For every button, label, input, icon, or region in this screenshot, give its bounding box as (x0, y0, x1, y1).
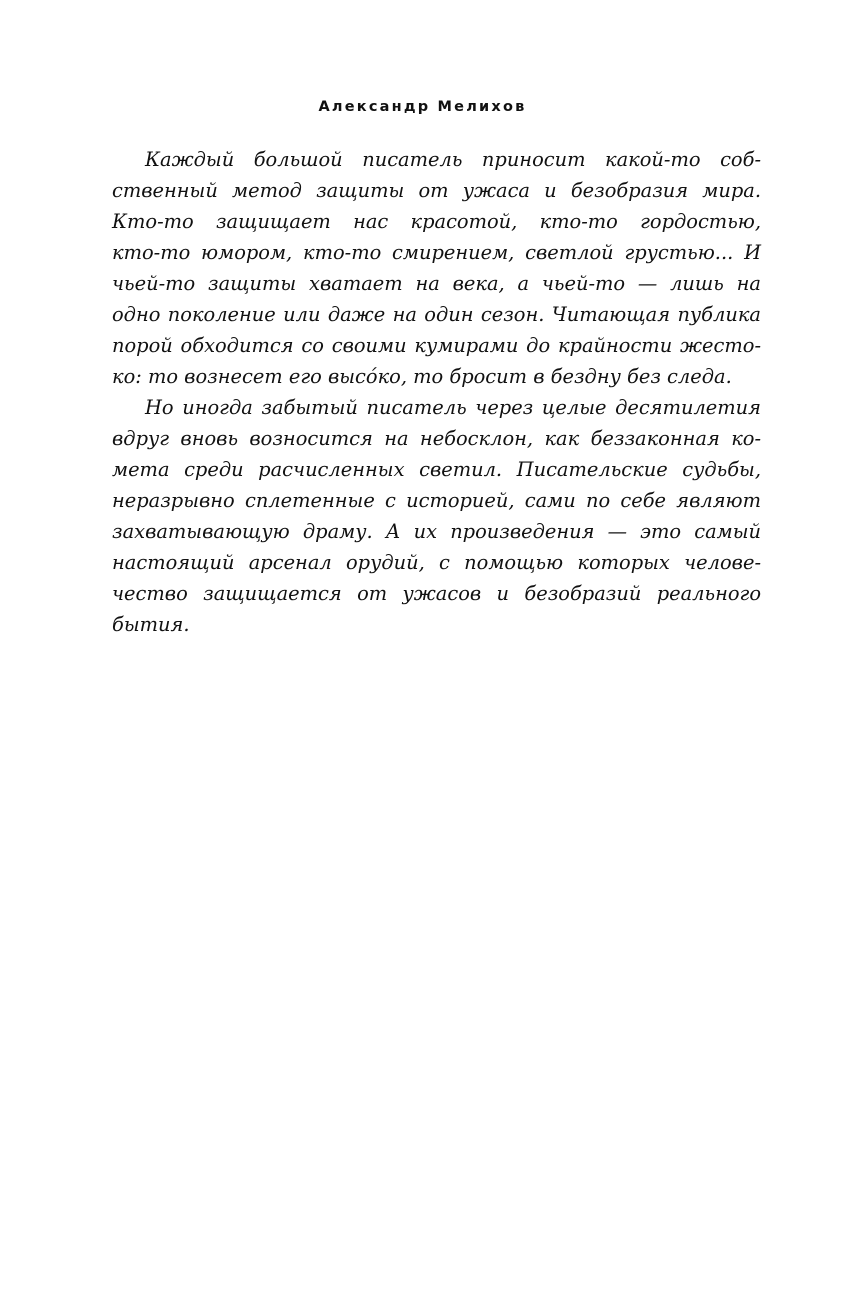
text-line: неразрывно сплетенные с историей, сами по себе являют (112, 489, 761, 512)
text-line: Но иногда забытый писатель через целые десятилетия (145, 396, 761, 419)
text-line: порой обходится со своими кумирами до крайности жесто- (112, 334, 761, 357)
text-line: одно поколение или даже на один сезон. Читающая публика (112, 303, 761, 326)
running-head-author: Александр Мелихов (318, 99, 527, 115)
text-line: бытия. (112, 613, 190, 636)
text-line: мета среди расчисленных светил. Писательские судьбы, (112, 458, 761, 481)
text-line: ко: то вознесет его высóко, то бросит в бездну без следа. (112, 365, 732, 388)
text-line: Кто-то защищает нас красотой, кто-то гордостью, (112, 210, 761, 233)
text-line: кто-то юмором, кто-то смирением, светлой грустью... И (112, 241, 761, 264)
text-line: чьей-то защиты хватает на века, а чьей-то — лишь на (112, 272, 761, 295)
text-line: Каждый большой писатель приносит какой-то соб- (145, 148, 761, 171)
text-line: захватывающую драму. А их произведения — это самый (112, 520, 761, 543)
paragraph-1 (112, 144, 761, 392)
paragraph-2 (112, 392, 761, 640)
text-line: ственный метод защиты от ужаса и безобразия мира. (112, 179, 761, 202)
body-text (112, 144, 761, 640)
text-line: настоящий арсенал орудий, с помощью которых челове- (112, 551, 761, 574)
text-line: чество защищается от ужасов и безобразий реального (112, 582, 761, 605)
text-line: вдруг вновь возносится на небосклон, как беззаконная ко- (112, 427, 761, 450)
